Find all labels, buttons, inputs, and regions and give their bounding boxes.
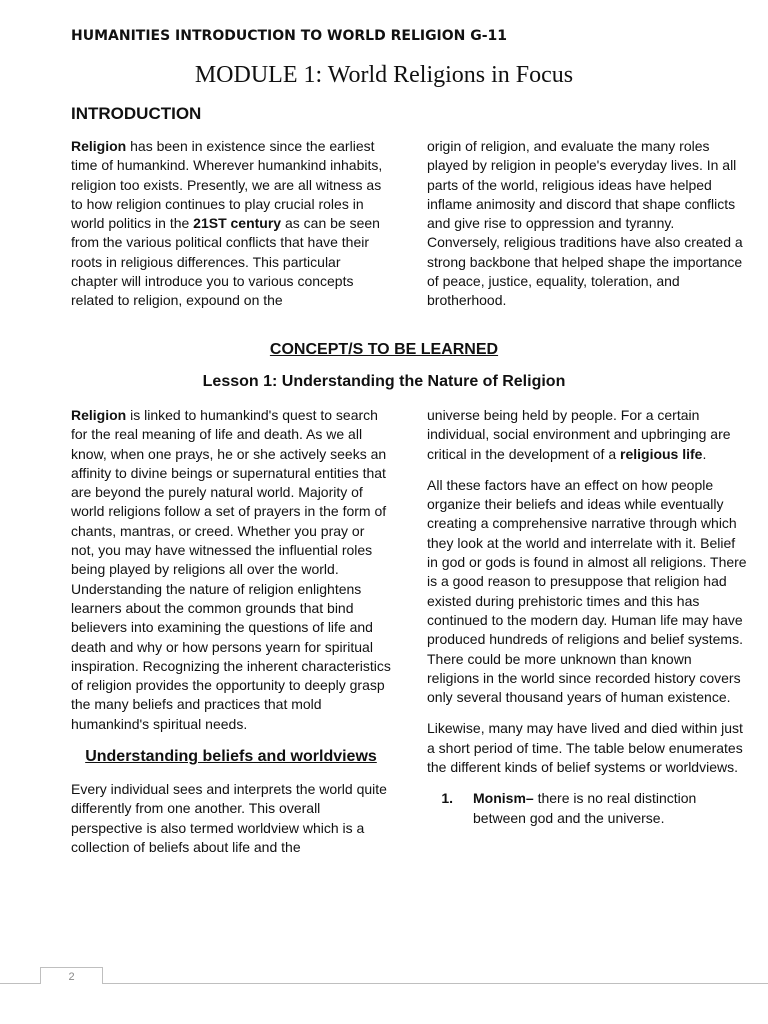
footer-divider — [0, 983, 768, 984]
intro-left-column — [71, 137, 391, 311]
lesson-paragraph-3 — [427, 406, 747, 464]
lesson-right-column — [427, 406, 747, 828]
list-description: there is no real distinction between god and the universe. — [473, 790, 697, 826]
lesson-title: Lesson 1: Understanding the Nature of Religion — [202, 373, 566, 390]
lesson-paragraph-4: All these factors have an effect on how people organize their beliefs and ideas while eventually creating a comprehensive narrative through which they look at the world and interrelate with it. Belief in god or gods is found in almost all religions. There is a good reason to presuppose that religion had existed during prehistoric times and this has continued to the modern day. Human life may have produced hundreds of religions and belief systems. There could be more unknown than known religions in the world since recorded history covers only several thousand years of human existence. — [427, 476, 747, 706]
introduction-heading: INTRODUCTION — [71, 104, 202, 123]
document-header: HUMANITIES INTRODUCTION TO WORLD RELIGION G-11 — [71, 28, 508, 44]
lesson-paragraph-1 — [71, 406, 391, 734]
intro-term: Religion — [71, 138, 127, 154]
module-title: MODULE 1: World Religions in Focus — [194, 62, 574, 88]
lesson-text-3-end: . — [702, 445, 707, 462]
list-text — [473, 789, 747, 828]
intro-strong: 21ST century — [193, 215, 282, 232]
lesson-text-1: is linked to humankind's quest to search for the real meaning of life and death. As we all know, when one prays, he or she actively seeks an affinity to divine beings or supernatural entities that are beyond the purely natural world. Majority of world religions follow a set of prayers in the form of chants, mantras, or creed. Whether you pray or not, you may have witnessed the influential roles being played by religions all over the world. Understanding the nature of religion enlightens learners about the common grounds that bind believers into examining the questions of life and death and why or how persons yearn for spiritual inspiration. Recognizing the inherent characteristics of religion provides the opportunity to deeply grasp the many beliefs and practices that mold humankind's spiritual needs. — [71, 407, 391, 732]
worldview-list — [427, 789, 747, 828]
concepts-heading: CONCEPT/S TO BE LEARNED — [269, 341, 499, 358]
list-item — [427, 789, 747, 828]
intro-paragraph-left — [71, 137, 391, 311]
intro-text-a: has been in existence since the earliest time of humankind. Wherever humankind inhabits, religion too exists. Presently, we are all witness as to how religion continues to play crucial roles in world politics in the — [71, 138, 383, 232]
intro-text-b: as can be seen from the various political conflicts that have their roots in religious differences. This particular chapter will introduce you to various concepts related to religion, expound on the — [71, 215, 380, 309]
religious-life-term: religious life — [620, 445, 703, 462]
lesson-text-3: universe being held by people. For a certain individual, social environment and upbringing are critical in the development of a — [427, 407, 731, 462]
intro-paragraph-right: origin of religion, and evaluate the many roles played by religion in people's everyday lives. In all parts of the world, religious ideas have helped inflame animosity and discord that shape conflicts and give rise to oppression and tyranny. Conversely, religious traditions have also created a strong backbone that helped shape the importance of peace, justice, equality, toleration, and brotherhood. — [427, 138, 743, 309]
intro-right-column — [427, 137, 747, 311]
lesson-left-column — [71, 406, 391, 857]
list-term: Monism– — [473, 790, 534, 807]
page-number: 2 — [40, 967, 103, 984]
lesson-term: Religion — [71, 407, 127, 423]
lesson-paragraph-5: Likewise, many may have lived and died within just a short period of time. The table below enumerates the different kinds of belief systems or worldviews. — [427, 720, 743, 776]
lesson-paragraph-2: Every individual sees and interprets the world quite differently from one another. This overall perspective is also termed worldview which is a collection of beliefs about life and the — [71, 781, 387, 855]
beliefs-worldviews-heading: Understanding beliefs and worldviews — [85, 748, 377, 766]
list-number: 1. — [441, 790, 453, 807]
